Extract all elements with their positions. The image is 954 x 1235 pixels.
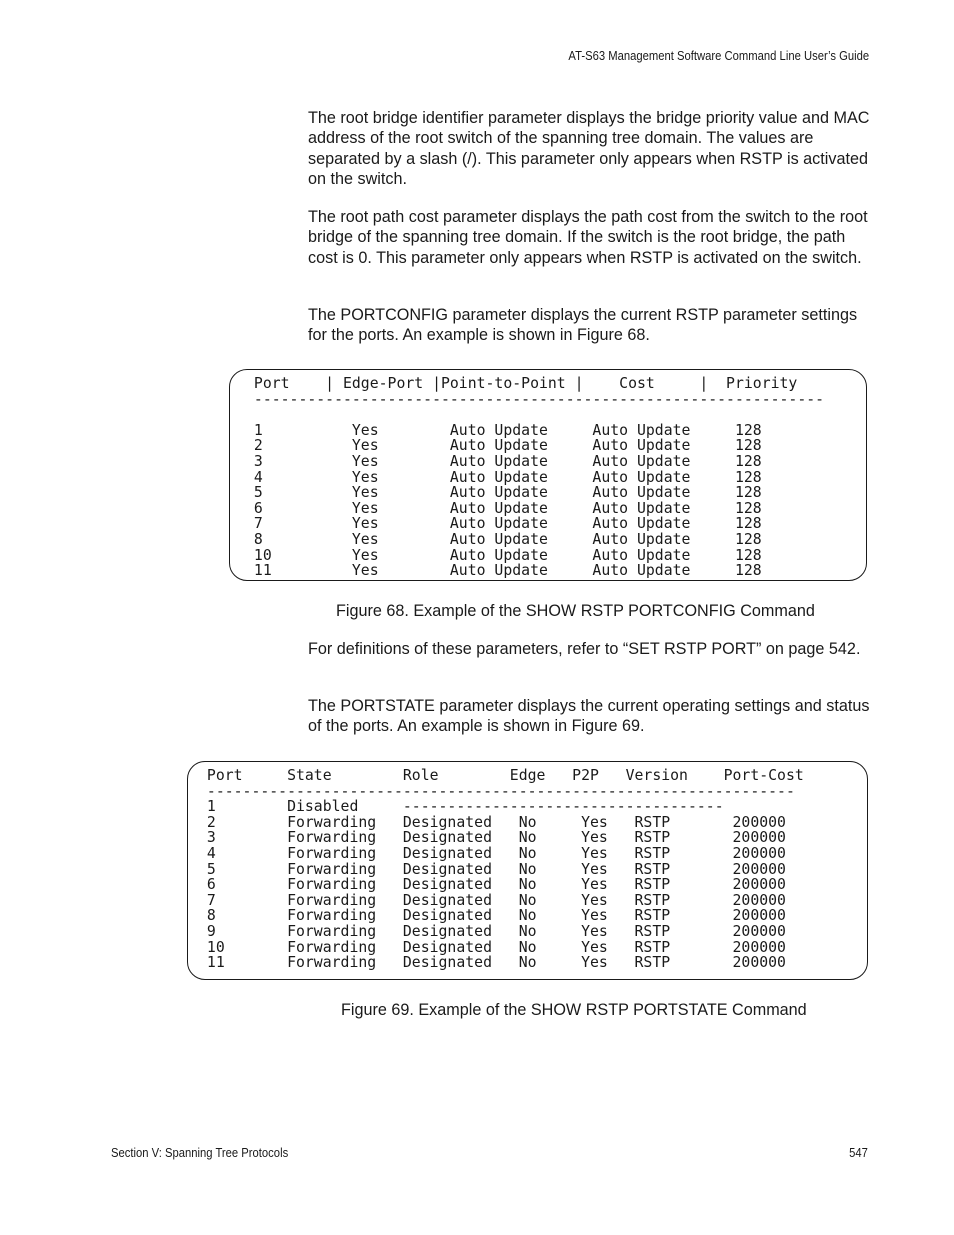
figure68-code: Port | Edge-Port |Point-to-Point | Cost | Priority ---------------------------------------------------------------- 1 Yes Auto Update Auto Update 128 2 Yes Auto Update Auto Update 128 3 Yes Auto Update Auto Update 128 4 Yes Auto Update Auto Update 128 5 Yes Auto Update Auto Update 128 6 Yes Auto Update Auto Update 128 7 Yes Auto Update Auto Update 128 8 Yes Auto Update Auto Update 128 10 Yes Auto Update Auto Update 128 11 Yes Auto Update Auto Update 128: [253, 375, 825, 580]
paragraph-root-path-cost: The root path cost parameter displays the path cost from the switch to the root bridge of the spanning tree domain. If the switch is the root bridge, the path cost is 0. This parameter only appears when RSTP is activated on the switch.: [308, 208, 868, 267]
figure68-caption: Figure 68. Example of the SHOW RSTP PORTCONFIG Command: [336, 602, 815, 620]
figure69-code: Port State Role Edge P2P Version Port-Cost ------------------------------------------------------------------ 1 Disabled ------------------------------------ 2 Forwarding Designated No Yes RSTP 200000 3 Forwarding Designated No Yes RSTP 200000 4 Forwarding Designated No Yes RSTP 200000 5 Forwarding Designated No Yes RSTP 200000 6 Forwarding Designated No Yes RSTP 200000 7 Forwarding Designated No Yes RSTP 200000 8 Forwarding Designated No Yes RSTP 200000 9 Forwarding Designated No Yes RSTP 200000 10 Forwarding Designated No Yes RSTP 200000 11 Forwarding Designated No Yes RSTP 200000: [206, 767, 804, 972]
running-header: AT-S63 Management Software Command Line User’s Guide: [568, 49, 869, 63]
paragraph-portconfig: The PORTCONFIG parameter displays the current RSTP parameter settings for the ports. An example is shown in Figure 68.: [308, 306, 858, 345]
footer-section: Section V: Spanning Tree Protocols: [111, 1146, 289, 1160]
paragraph-root-bridge: The root bridge identifier parameter displays the bridge priority value and MAC address of the root switch of the spanning tree domain. The values are separated by a slash (/). This parameter only appears when RSTP is activated on the switch.: [308, 109, 870, 188]
figure69-caption: Figure 69. Example of the SHOW RSTP PORTSTATE Command: [341, 1001, 807, 1019]
figure68-code-box: [229, 369, 867, 581]
footer-page-number: 547: [849, 1146, 868, 1160]
paragraph-definitions: For definitions of these parameters, refer to “SET RSTP PORT” on page 542.: [308, 640, 861, 658]
figure69-code-box: [187, 761, 868, 980]
paragraph-portstate: The PORTSTATE parameter displays the current operating settings and status of the ports. An example is shown in Figure 69.: [308, 697, 870, 736]
